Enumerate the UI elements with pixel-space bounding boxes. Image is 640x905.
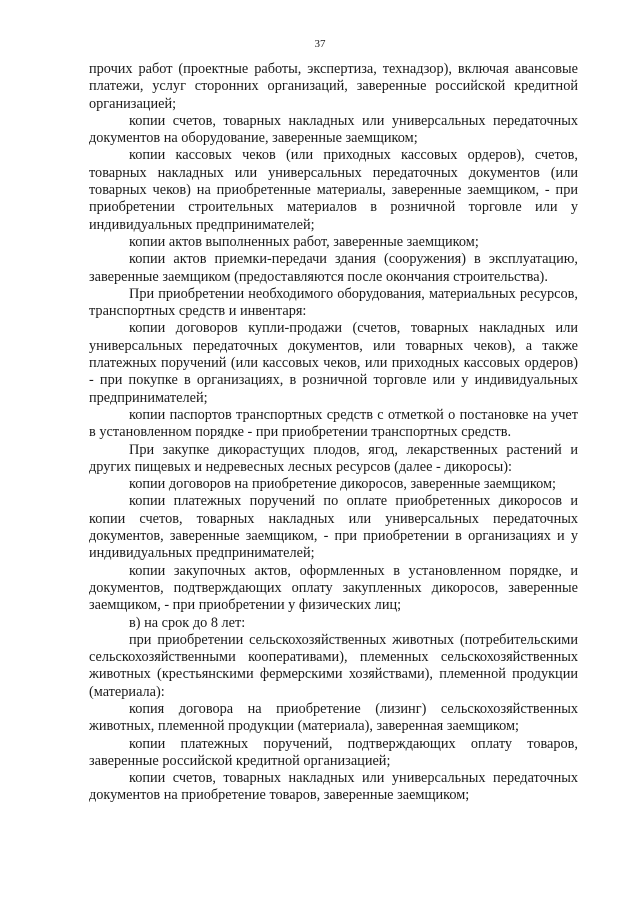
paragraph: в) на срок до 8 лет: — [129, 614, 246, 631]
paragraph: копии договоров на приобретение дикоросов, заверенные заемщиком; — [129, 476, 556, 493]
paragraph: копии договоров купли-продажи (счетов, товарных накладных или универсальных передаточных документов, или товарных чеков), а также платежных поручений (или кассовых чеков, или приходных кассовых ордеров) - при покупке в организациях, в розничной торговле или у индивидуальных предпринимателей; — [89, 320, 578, 406]
paragraph: копии актов приемки-передачи здания (сооружения) в эксплуатацию, заверенные заемщиком (предоставляются после окончания строительства). — [89, 251, 578, 285]
document-body — [89, 61, 578, 805]
paragraph: при приобретении сельскохозяйственных животных (потребительскими сельскохозяйственными кооперативами), племенных сельскохозяйственных животных (крестьянскими фермерскими хозяйствами), племенной продукции (материала): — [89, 631, 578, 700]
paragraph: копии платежных поручений по оплате приобретенных дикоросов и копии счетов, товарных накладных или универсальных передаточных документов, заверенные заемщиком, - при приобретении в организациях и у индивидуальных предпринимателей; — [89, 493, 578, 562]
paragraph: копии актов выполненных работ, заверенные заемщиком; — [129, 233, 479, 250]
paragraph: копии паспортов транспортных средств с отметкой о постановке на учет в установленном порядке - при приобретении транспортных средств. — [89, 406, 578, 441]
paragraph: копии счетов, товарных накладных или универсальных передаточных документов на оборудование, заверенные заемщиком; — [89, 112, 578, 147]
paragraph: копии счетов, товарных накладных или универсальных передаточных документов на приобретение товаров, заверенные заемщиком; — [89, 770, 578, 804]
paragraph: копия договора на приобретение (лизинг) сельскохозяйственных животных, племенной продукции (материала), заверенная заемщиком; — [89, 700, 578, 735]
paragraph: При приобретении необходимого оборудования, материальных ресурсов, транспортных средств и инвентаря: — [89, 285, 578, 320]
paragraph: копии кассовых чеков (или приходных кассовых ордеров), счетов, товарных накладных или универсальных передаточных документов (или товарных чеков) на приобретенные материалы, заверенные заемщиком, - при приобретении строительных материалов в розничной торговле или у индивидуальных предпринимателей; — [89, 147, 578, 233]
paragraph: копии закупочных актов, оформленных в установленном порядке, и документов, подтверждающих оплату закупленных дикоросов, заверенные заемщиком, - при приобретении у физических лиц; — [89, 562, 578, 614]
paragraph: копии платежных поручений, подтверждающих оплату товаров, заверенные российской кредитной организацией; — [89, 735, 578, 769]
paragraph: При закупке дикорастущих плодов, ягод, лекарственных растений и других пищевых и недревесных лесных ресурсов (далее - дикоросы): — [89, 441, 578, 475]
page-number: 37 — [314, 38, 326, 50]
paragraph: прочих работ (проектные работы, экспертиза, технадзор), включая авансовые платежи, услуг сторонних организаций, заверенные российской кредитной организацией; — [89, 61, 578, 112]
